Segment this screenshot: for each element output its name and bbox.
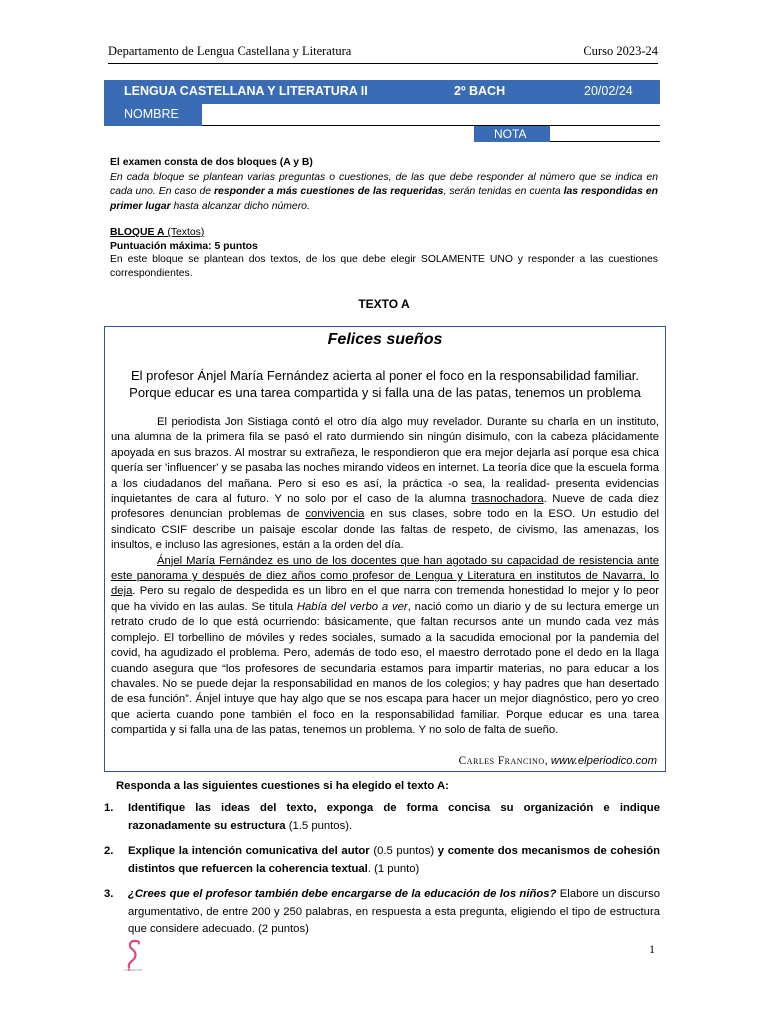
article-signature: Carles Francino, www.elperiodico.com <box>458 755 657 767</box>
author-name: Carles Francino <box>458 755 545 767</box>
texto-a-heading: TEXTO A <box>358 297 410 311</box>
subject-title: LENGUA CASTELLANA Y LITERATURA II <box>124 84 368 98</box>
bloque-a-section <box>110 226 658 280</box>
article-paragraph: Ánjel María Fernández es uno de los docentes que han agotado su capacidad de resistencia ante este panorama y después de diez años como profesor de Lengua y Literatura en institutos de Navarra, lo deja. Pero su regalo de despedida es un libro en el que narra con tremenda honestidad lo mejor y lo peor que ha vivido en las aulas. Se titula Había del verbo a ver, nació como un diario y de su lectura emerge un retrato crudo de lo que está ocurriendo: básicamente, que faltan recursos ante un mundo cada vez más complejo. El torbellino de móviles y redes sociales, sumado a la sacudida emocional por la pandemia del covid, ha agudizado el problema. Pero, además de todo eso, el maestro derrotado pone el dedo en la llaga cuando asegura que “los profesores de secundaria estamos para impartir materias, no para educar a los chavales. No se puede dejar la responsabilidad en manos de los colegios; y hay padres que han desertado de esa función”. Ánjel intuye que hay algo que se nos escapa para hacer un mejor diagnóstico, pero yo creo que acierta cuando pone también el foco en la responsabilidad familiar. Porque educar es una tarea compartida y si falla una de las patas, tenemos un problema. Y no solo de falta de sueño. <box>111 554 659 737</box>
nombre-field[interactable] <box>104 104 660 126</box>
exam-title-band <box>104 80 660 104</box>
article-box <box>104 326 666 772</box>
level-label: 2º BACH <box>454 84 506 98</box>
article-body <box>111 415 659 739</box>
article-paragraph: El periodista Jon Sistiaga contó el otro día algo muy revelador. Durante su charla en un instituto, una alumna de la primera fila se pasó el rato durmiendo sin ningún disimulo, con la cabeza plácidamente apoyada en sus brazos. Al mostrar su extrañeza, le respondieron que era mejor dejarla así porque esa chica quería ser 'influencer' y se pasaba las noches mirando videos en internet. La teoría dice que la escuela forma a los ciudadanos del mañana. Pero si eso es así, la práctica -o sea, la realidad- presenta evidencias inquietantes de cara al futuro. Y no solo por el caso de la alumna trasnochadora. Nueve de cada diez profesores denuncian problemas de convivencia en sus clases, sobre todo en la ESO. Un estudio del sindicato CSIF describe un paisaje escolar donde las faltas de respeto, de civismo, las amenazas, los insultos, e incluso las agresiones, están a la orden del día. <box>111 416 659 552</box>
bloque-description: En este bloque se plantean dos textos, de los que debe elegir SOLAMENTE UNO y responder a las cuestiones correspondientes. <box>110 254 658 279</box>
flamingo-logo-icon <box>118 938 148 972</box>
article-source: www.elperiodico.com <box>550 755 657 767</box>
question-item: 2. Explique la intención comunicativa del autor (0.5 puntos) y comente dos mecanismos de cohesión distintos que refuercen la coherencia textual. (1 punto) <box>104 845 661 875</box>
bloque-score: Puntuación máxima: 5 puntos <box>110 240 258 252</box>
instructions-text: En cada bloque se plantean varias preguntas o cuestiones, de las que debe responder al número que se indica en cada uno. En caso de responder a más cuestiones de las requeridas, serán tenidas en cuenta las respondidas en primer lugar hasta alcanzar dicho número. <box>110 171 658 212</box>
course-year: Curso 2023-24 <box>583 44 658 58</box>
questions-intro: Responda a las siguientes cuestiones si ha elegido el texto A: <box>116 780 449 792</box>
question-item: 3. ¿Crees que el profesor también debe encargarse de la educación de los niños? Elabore un discurso argumentativo, de entre 200 y 250 palabras, en respuesta a esta pregunta, eligiendo el tipo de estructura que considere adecuado. (2 puntos) <box>104 888 660 935</box>
article-title: Felices sueños <box>327 331 443 348</box>
nombre-label: NOMBRE <box>104 104 202 126</box>
article-subtitle: El profesor Ánjel María Fernández acierta al poner el foco en la responsabilidad familiar. Porque educar es una tarea compartida y si falla una de las patas, tenemos un problema <box>129 368 641 400</box>
question-item: 1. Identifique las ideas del texto, exponga de forma concisa su organización e indique razonadamente su estructura (1.5 puntos). <box>104 802 660 832</box>
instructions-title: El examen consta de dos bloques (A y B) <box>110 157 313 168</box>
department-name: Departamento de Lengua Castellana y Literatura <box>108 44 352 58</box>
page-header <box>108 42 658 64</box>
svg-text:LAGENIOUR: LAGENIOUR <box>124 968 142 972</box>
bloque-title: BLOQUE A (Textos) <box>110 227 205 238</box>
nota-label: NOTA <box>474 126 550 142</box>
nota-field[interactable] <box>474 126 660 142</box>
exam-date: 20/02/24 <box>584 84 633 98</box>
exam-instructions <box>110 156 658 214</box>
page-number: 1 <box>649 942 655 956</box>
